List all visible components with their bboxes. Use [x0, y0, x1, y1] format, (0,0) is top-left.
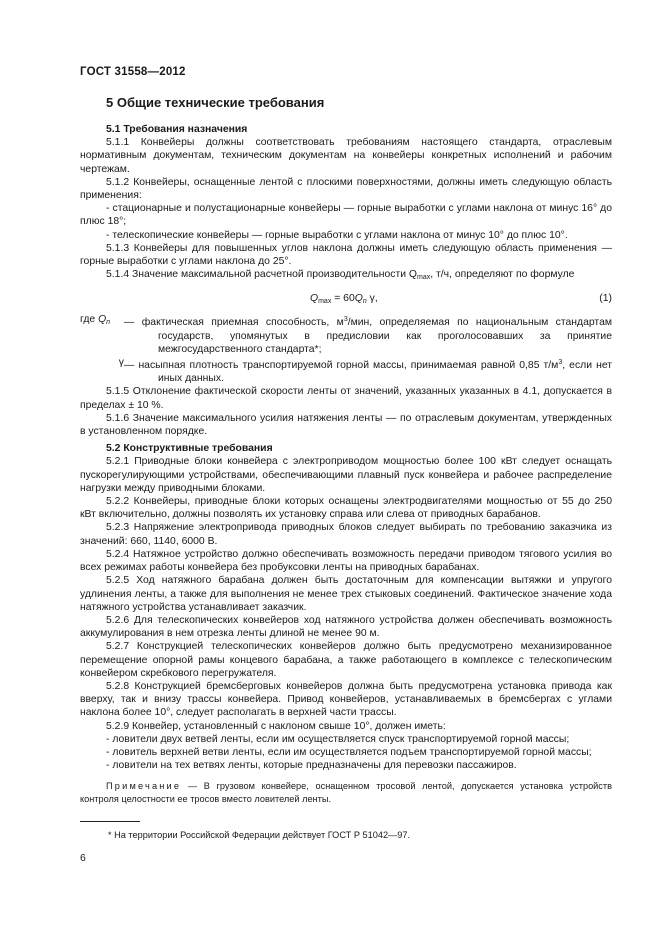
paragraph-5-1-6: 5.1.6 Значение максимального усилия натяжения ленты — по отраслевым документам, утвержденных в установленном порядке.	[80, 412, 612, 438]
list-item-upper-branch: - ловитель верхней ветви ленты, если им осуществляется подъем транспортируемой горной массы;	[106, 746, 592, 758]
where-qn-text1: — фактическая приемная способность, м	[124, 317, 344, 329]
formula-tail: γ,	[366, 293, 378, 305]
paragraph-5-1-3: 5.1.3 Конвейеры для повышенных углов наклона должны иметь следующую область применения — горные выработки с углами наклона до 25°.	[80, 242, 612, 268]
where-qn-sym: Q	[98, 314, 107, 326]
where-qn-sup: 3	[343, 316, 348, 324]
note-text: — В грузовом конвейере, оснащенном тросовой лентой, допускается установка устройств контроля целостности ее тросов вместо ловителей ленты.	[80, 781, 612, 804]
formula-expression	[310, 290, 378, 310]
note-label: Примечание	[106, 781, 182, 792]
formula-q: Q	[310, 293, 319, 305]
paragraph-5-1-5: 5.1.5 Отклонение фактической скорости ленты от значений, указанных указанных в 4.1, допускается в пределах ± 10 %.	[80, 386, 612, 411]
paragraph-5-2-8: 5.2.8 Конструкцией бремсберговых конвейеров должна быть предусмотрена установка привода как вверху, так и внизу трассы конвейера. Привод конвейеров, устанавливаемых в бремсбергах с углами наклона более 10°, следует располагать в верхней части трассы.	[80, 680, 612, 719]
note	[80, 780, 612, 805]
list-item-two-branches: - ловители двух ветвей ленты, если им осуществляется спуск транспортируемой горной массы;	[106, 733, 570, 745]
where-gamma	[80, 356, 612, 385]
paragraph-5-2-4: 5.2.4 Натяжное устройство должно обеспечивать возможность передачи приводом тягового усилия во всех режимах работы конвейера без пробуксовки ленты на приводных барабанах.	[80, 548, 612, 574]
list-item-telescopic: - телескопические конвейеры — горные выработки с углами наклона от минус 10° до плюс 10°.	[106, 229, 568, 241]
paragraph-5-2-7: 5.2.7 Конструкцией телескопических конвейеров должно быть предусмотрено механизированное перемещение опорной рамы концевого барабана, а также работающего в комплексе с телескопическим конвейером скребкового перегружателя.	[80, 641, 612, 679]
page-number: 6	[80, 852, 86, 864]
where-gamma-sup: 3	[558, 359, 563, 367]
paragraph-5-2-5: 5.2.5 Ход натяжного барабана должен быть достаточным для компенсации вытяжки и упругого удлинения ленты, а также для выполнения не менее трех стыковых соединений. Фактическое значение хода натяжного устройства устанавливает заказчик.	[80, 575, 612, 613]
p514-post: , т/ч, определяют по формуле	[430, 269, 575, 281]
formula-eq: = 60	[331, 293, 355, 305]
footnote-divider	[80, 821, 140, 822]
where-qn-sub: n	[106, 319, 111, 327]
paragraph-5-1-2: 5.1.2 Конвейеры, оснащенные лентой с плоскими поверхностями, должны иметь следующую область применения:	[80, 176, 612, 202]
paragraph-5-2-6: 5.2.6 Для телескопических конвейеров ход натяжного устройства должен обеспечивать возможность аккумулирования в нем отрезка ленты длиной не менее 90 м.	[80, 614, 612, 640]
p514-pre: 5.1.4 Значение максимальной расчетной производительности Q	[106, 269, 417, 281]
where-gamma-text	[124, 356, 612, 385]
document-body	[80, 95, 612, 805]
where-qn-text2: /мин, определяемая по национальным стандартам государств, упомянутых в предисловии как проголосовавших за принятие межгосударственного стандарта*;	[158, 317, 612, 355]
formula-qnsub: n	[362, 298, 367, 306]
section-title: 5 Общие технические требования	[106, 95, 325, 110]
subsection-title-5-2: 5.2 Конструктивные требования	[106, 443, 273, 455]
formula-qn: Q	[354, 293, 363, 305]
paragraph-5-2-2: 5.2.2 Конвейеры, приводные блоки которых оснащены электродвигателями мощностью от 55 до 250 кВт включительно, должны позволять их установку справа или слева от приводных барабанов.	[80, 496, 612, 521]
paragraph-5-2-3: 5.2.3 Напряжение электропривода приводных блоков следует выбирать по требованию заказчика из значений: 660, 1140, 6000 В.	[80, 522, 612, 547]
where-gamma-text2: , если нет иных данных.	[158, 360, 613, 385]
where-qn	[80, 313, 612, 356]
where-label	[80, 313, 124, 356]
paragraph-5-2-1: 5.2.1 Приводные блоки конвейера с электроприводом мощностью более 100 кВт следует оснащать пускорегулирующими устройствами, обеспечивающими плавный пуск конвейера и рабочее распределение нагрузки между приводными блоками.	[80, 456, 612, 494]
subsection-title-5-1: 5.1 Требования назначения	[106, 124, 248, 135]
where-word: где	[80, 314, 96, 326]
paragraph-5-1-4	[80, 268, 612, 284]
list-item-stationary: - стационарные и полустационарные конвейеры — горные выработки с углами наклона от минус 16° до плюс 18°;	[80, 203, 612, 228]
where-gamma-text1: — насыпная плотность транспортируемой горной массы, принимаемая равной 0,85 т/м	[124, 360, 559, 372]
where-qn-text	[124, 313, 612, 356]
formula-number: (1)	[599, 293, 612, 305]
formula-1	[80, 290, 612, 307]
paragraph-5-2-9: 5.2.9 Конвейер, установленный с наклоном свыше 10°, должен иметь:	[106, 720, 446, 732]
footnote: * На территории Российской Федерации действует ГОСТ Р 51042—97.	[108, 830, 411, 840]
standard-header: ГОСТ 31558—2012	[80, 66, 186, 78]
list-item-passenger: - ловители на тех ветвях ленты, которые предназначены для перевозки пассажиров.	[106, 760, 517, 772]
p514-sub: max	[416, 274, 431, 282]
paragraph-5-1-1: 5.1.1 Конвейеры должны соответствовать требованиям настоящего стандарта, отраслевым нормативным документам, техническим документам на конвейеры конкретных исполнений и рабочим чертежам.	[80, 137, 612, 175]
where-gamma-sym: γ	[118, 357, 124, 369]
formula-qsub: max	[318, 298, 332, 306]
